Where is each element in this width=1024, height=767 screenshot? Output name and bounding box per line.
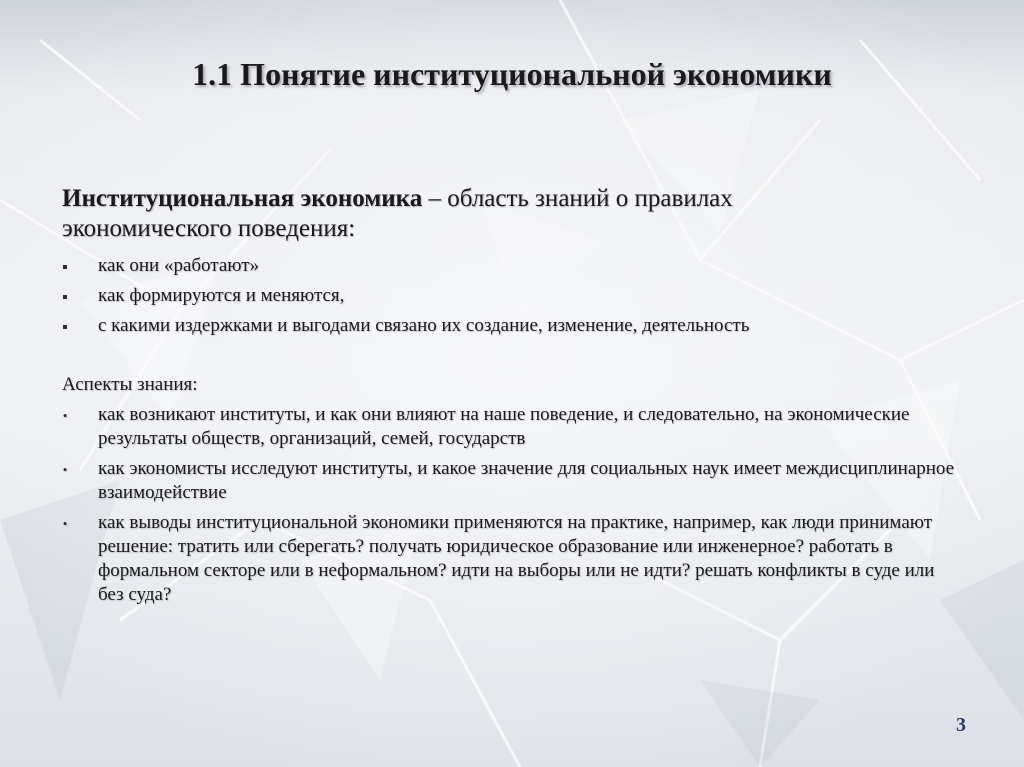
- dot-bullet-icon: [60, 457, 70, 482]
- square-bullet-icon: [60, 284, 70, 308]
- list-item-text: как они «работают»: [98, 255, 260, 276]
- list-item: [60, 284, 920, 308]
- aspects-heading: Аспекты знания:: [62, 374, 198, 395]
- list-item: [60, 254, 920, 278]
- list-item-text: с какими издержками и выгодами связано их создание, изменение, деятельность: [98, 315, 750, 336]
- list-item-text: как экономисты исследуют институты, и какое значение для социальных наук имеет междисциплинарное взаимодействие: [98, 458, 955, 503]
- list-item-text: как возникают институты, и как они влияют на наше поведение, и следовательно, на экономические результаты обществ, организаций, семей, государств: [98, 404, 910, 449]
- definition-term: Институциональная экономика: [62, 185, 423, 212]
- dot-bullet-icon: [60, 403, 70, 428]
- list-item: [60, 403, 960, 451]
- list-item: [60, 511, 960, 607]
- dot-bullet-icon: [60, 511, 70, 536]
- list-item-text: как формируются и меняются,: [98, 285, 345, 306]
- page-number: 3: [956, 714, 966, 736]
- list-item-text: как выводы институциональной экономики применяются на практике, например, как люди принимают решение: тратить или сберегать? получать юридическое образование или инженерное? работать в формальном секторе или в неформальном? идти на выборы или не идти? решать конфликты в суде или без суда?: [98, 512, 935, 605]
- definition-text: – область знаний о правилах экономического поведения:: [62, 185, 733, 242]
- list-item: [60, 314, 920, 338]
- square-bullet-icon: [60, 254, 70, 278]
- square-bullet-icon: [60, 314, 70, 338]
- definition-list: [60, 254, 920, 344]
- list-item: [60, 457, 960, 505]
- definition-paragraph: [62, 184, 862, 244]
- slide-title: 1.1 Понятие институциональной экономики: [192, 56, 832, 92]
- aspects-list: [60, 403, 960, 613]
